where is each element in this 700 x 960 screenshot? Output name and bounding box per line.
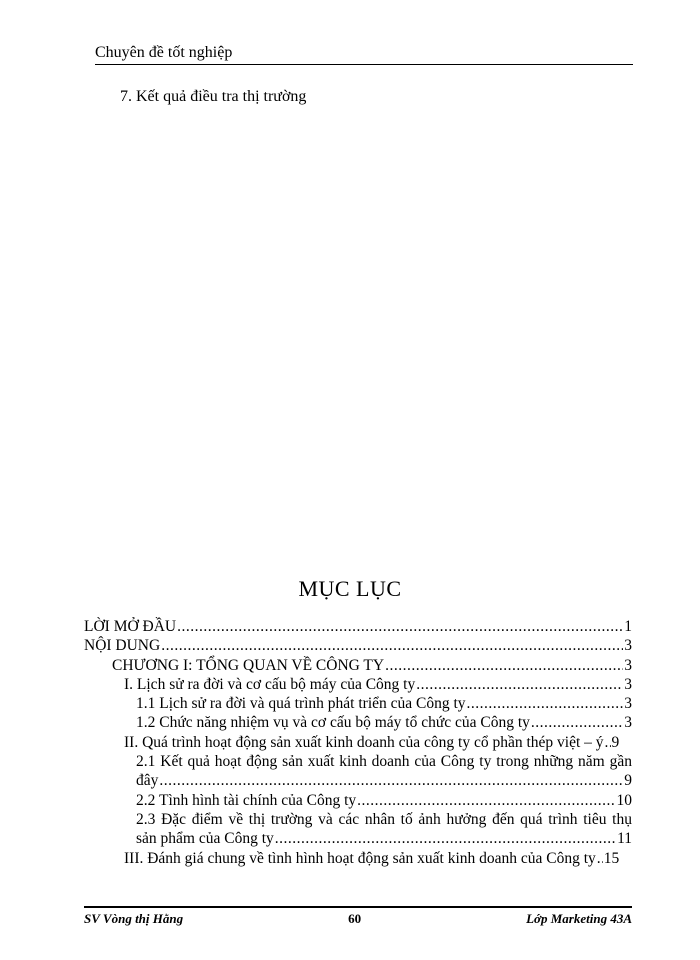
toc-leader [385, 656, 623, 675]
toc-leader [275, 829, 616, 848]
toc-entry-page: 10 [616, 791, 632, 809]
toc-entry-page: 3 [624, 675, 632, 693]
header-title: Chuyên đề tốt nghiệp [95, 44, 233, 61]
toc-entry-page: 3 [624, 637, 632, 655]
toc-entry-label: CHƯƠNG I: TỔNG QUAN VỀ CÔNG TY [112, 656, 385, 674]
toc-entry-page: 3 [624, 695, 632, 713]
toc-entry-label: 2.3 Đặc điểm về thị trường và các nhân tố ảnh hưởng đến quá trình tiêu thụ [136, 810, 632, 828]
toc-entry[interactable] [84, 617, 632, 636]
toc-leader [605, 733, 611, 752]
toc-entry[interactable] [84, 656, 632, 675]
toc-entry-label: I. Lịch sử ra đời và cơ cấu bộ máy của Công ty [124, 675, 416, 693]
page-footer [84, 906, 632, 927]
toc-title: MỤC LỤC [298, 576, 402, 601]
toc-entry-page: 3 [624, 656, 632, 674]
section-item-7: 7. Kết quả điều tra thị trường [120, 88, 307, 105]
toc-leader [467, 694, 624, 713]
toc-entry-label: NỘI DUNG [84, 637, 161, 655]
toc-entry[interactable] [84, 849, 632, 868]
toc-entry[interactable] [84, 791, 632, 810]
page-header [95, 44, 633, 65]
footer-page-number: 60 [348, 911, 362, 926]
toc-entry-page: 9 [624, 772, 632, 790]
toc-entry-label: III. Đánh giá chung về tình hình hoạt động sản xuất kinh doanh của Công ty [124, 849, 596, 867]
toc-leader [177, 617, 623, 636]
toc-entry-label: đây [136, 772, 159, 790]
toc-entry-page: 3 [624, 714, 632, 732]
toc-leader [597, 849, 603, 868]
toc-entry[interactable] [84, 713, 632, 732]
toc-leader [161, 636, 623, 655]
toc-entry-label: sản phẩm của Công ty [136, 830, 274, 848]
toc-entry[interactable] [84, 733, 632, 752]
toc-entry-label: LỜI MỞ ĐẦU [84, 618, 177, 635]
toc-entry-label: 2.1 Kết quả hoạt động sản xuất kinh doanh của Công ty trong những năm gần [136, 753, 632, 771]
toc-entry[interactable] [84, 829, 632, 848]
toc-entry[interactable] [84, 694, 632, 713]
footer-class: Lớp Marketing 43A [526, 911, 632, 926]
toc-entry-page: 9 [611, 733, 620, 751]
toc-entry[interactable] [84, 675, 632, 694]
toc-leader [416, 675, 623, 694]
toc-entry-label: 1.1 Lịch sử ra đời và quá trình phát triển của Công ty [136, 695, 466, 713]
toc-entry-continued[interactable] [84, 752, 632, 771]
toc-entry[interactable] [84, 636, 632, 655]
toc-leader [531, 713, 623, 732]
toc-entry-page: 1 [624, 618, 632, 635]
toc-entry-page: 15 [603, 849, 620, 867]
toc-entry-label: 1.2 Chức năng nhiệm vụ và cơ cấu bộ máy tổ chức của Công ty [136, 714, 530, 732]
toc-leader [159, 771, 623, 790]
toc-entry-continued[interactable] [84, 810, 632, 829]
toc-entry-label: II. Quá trình hoạt động sản xuất kinh doanh của công ty cổ phần thép việt – ý [124, 733, 604, 751]
toc-entry-label: 2.2 Tình hình tài chính của Công ty [136, 791, 357, 809]
toc-leader [357, 791, 615, 810]
table-of-contents [84, 617, 632, 868]
toc-entry[interactable] [84, 771, 632, 790]
footer-author: SV Vòng thị Hằng [84, 911, 184, 926]
toc-entry-page: 11 [617, 830, 632, 848]
